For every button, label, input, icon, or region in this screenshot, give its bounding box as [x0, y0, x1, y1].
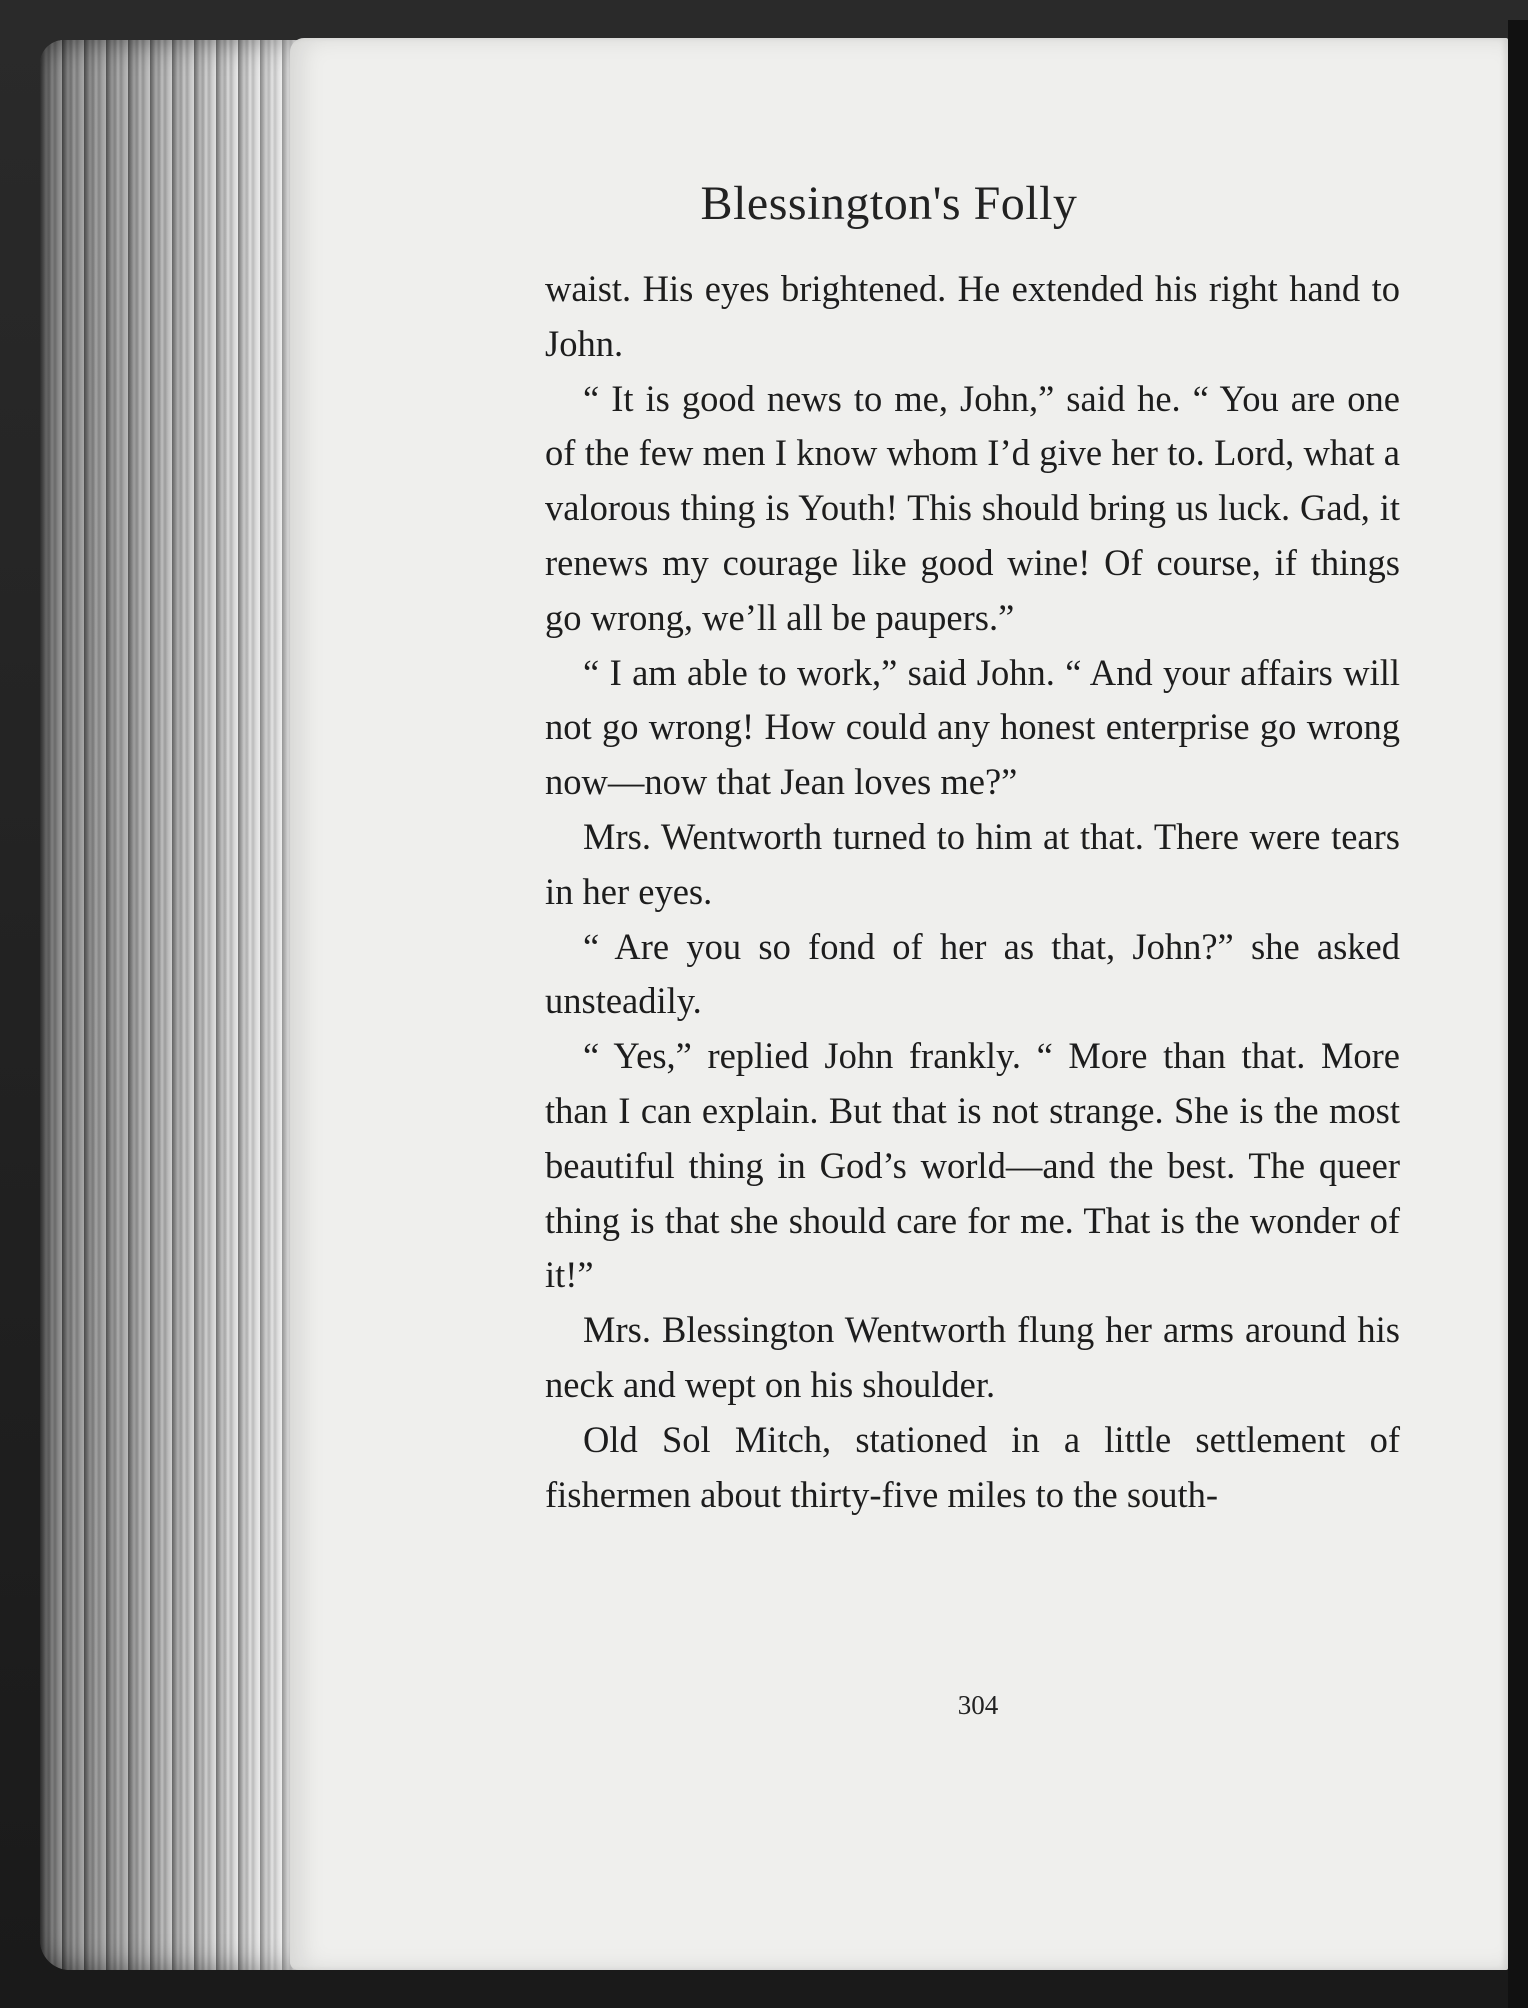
paragraph: “ Are you so fond of her as that, John?” she asked unsteadily.	[545, 925, 1400, 1022]
running-head: Blessington's Folly	[700, 177, 1078, 230]
page-number: 304	[957, 1690, 999, 1720]
body-text	[545, 262, 1400, 1522]
paragraph: “ It is good news to me, John,” said he. “ You are one of the few men I know whom I’d give her to. Lord, what a valorous thing is Youth! This should bring us luck. Gad, it renews my courage like good wine! Of course, if things go wrong, we’ll all be paupers.”	[545, 377, 1400, 638]
paragraph: Mrs. Wentworth turned to him at that. There were tears in her eyes.	[545, 815, 1400, 912]
paragraph: waist. His eyes brightened. He extended his right hand to John.	[545, 268, 1400, 364]
paragraph: “ Yes,” replied John frankly. “ More than that. More than I can explain. But that is not strange. She is the most beautiful thing in God’s world—and the best. The queer thing is that she should care for me. That is the wonder of it!”	[545, 1035, 1400, 1296]
page-right-shadow	[1508, 20, 1528, 2008]
paragraph: “ I am able to work,” said John. “ And your affairs will not go wrong! How could any honest enterprise go wrong now—now that Jean loves me?”	[545, 651, 1400, 803]
paragraph: Old Sol Mitch, stationed in a little settlement of fishermen about thirty-five miles to the south-	[545, 1418, 1400, 1515]
paragraph: Mrs. Blessington Wentworth flung her arms around his neck and wept on his shoulder.	[545, 1309, 1400, 1405]
book-fore-edge	[40, 40, 320, 1970]
